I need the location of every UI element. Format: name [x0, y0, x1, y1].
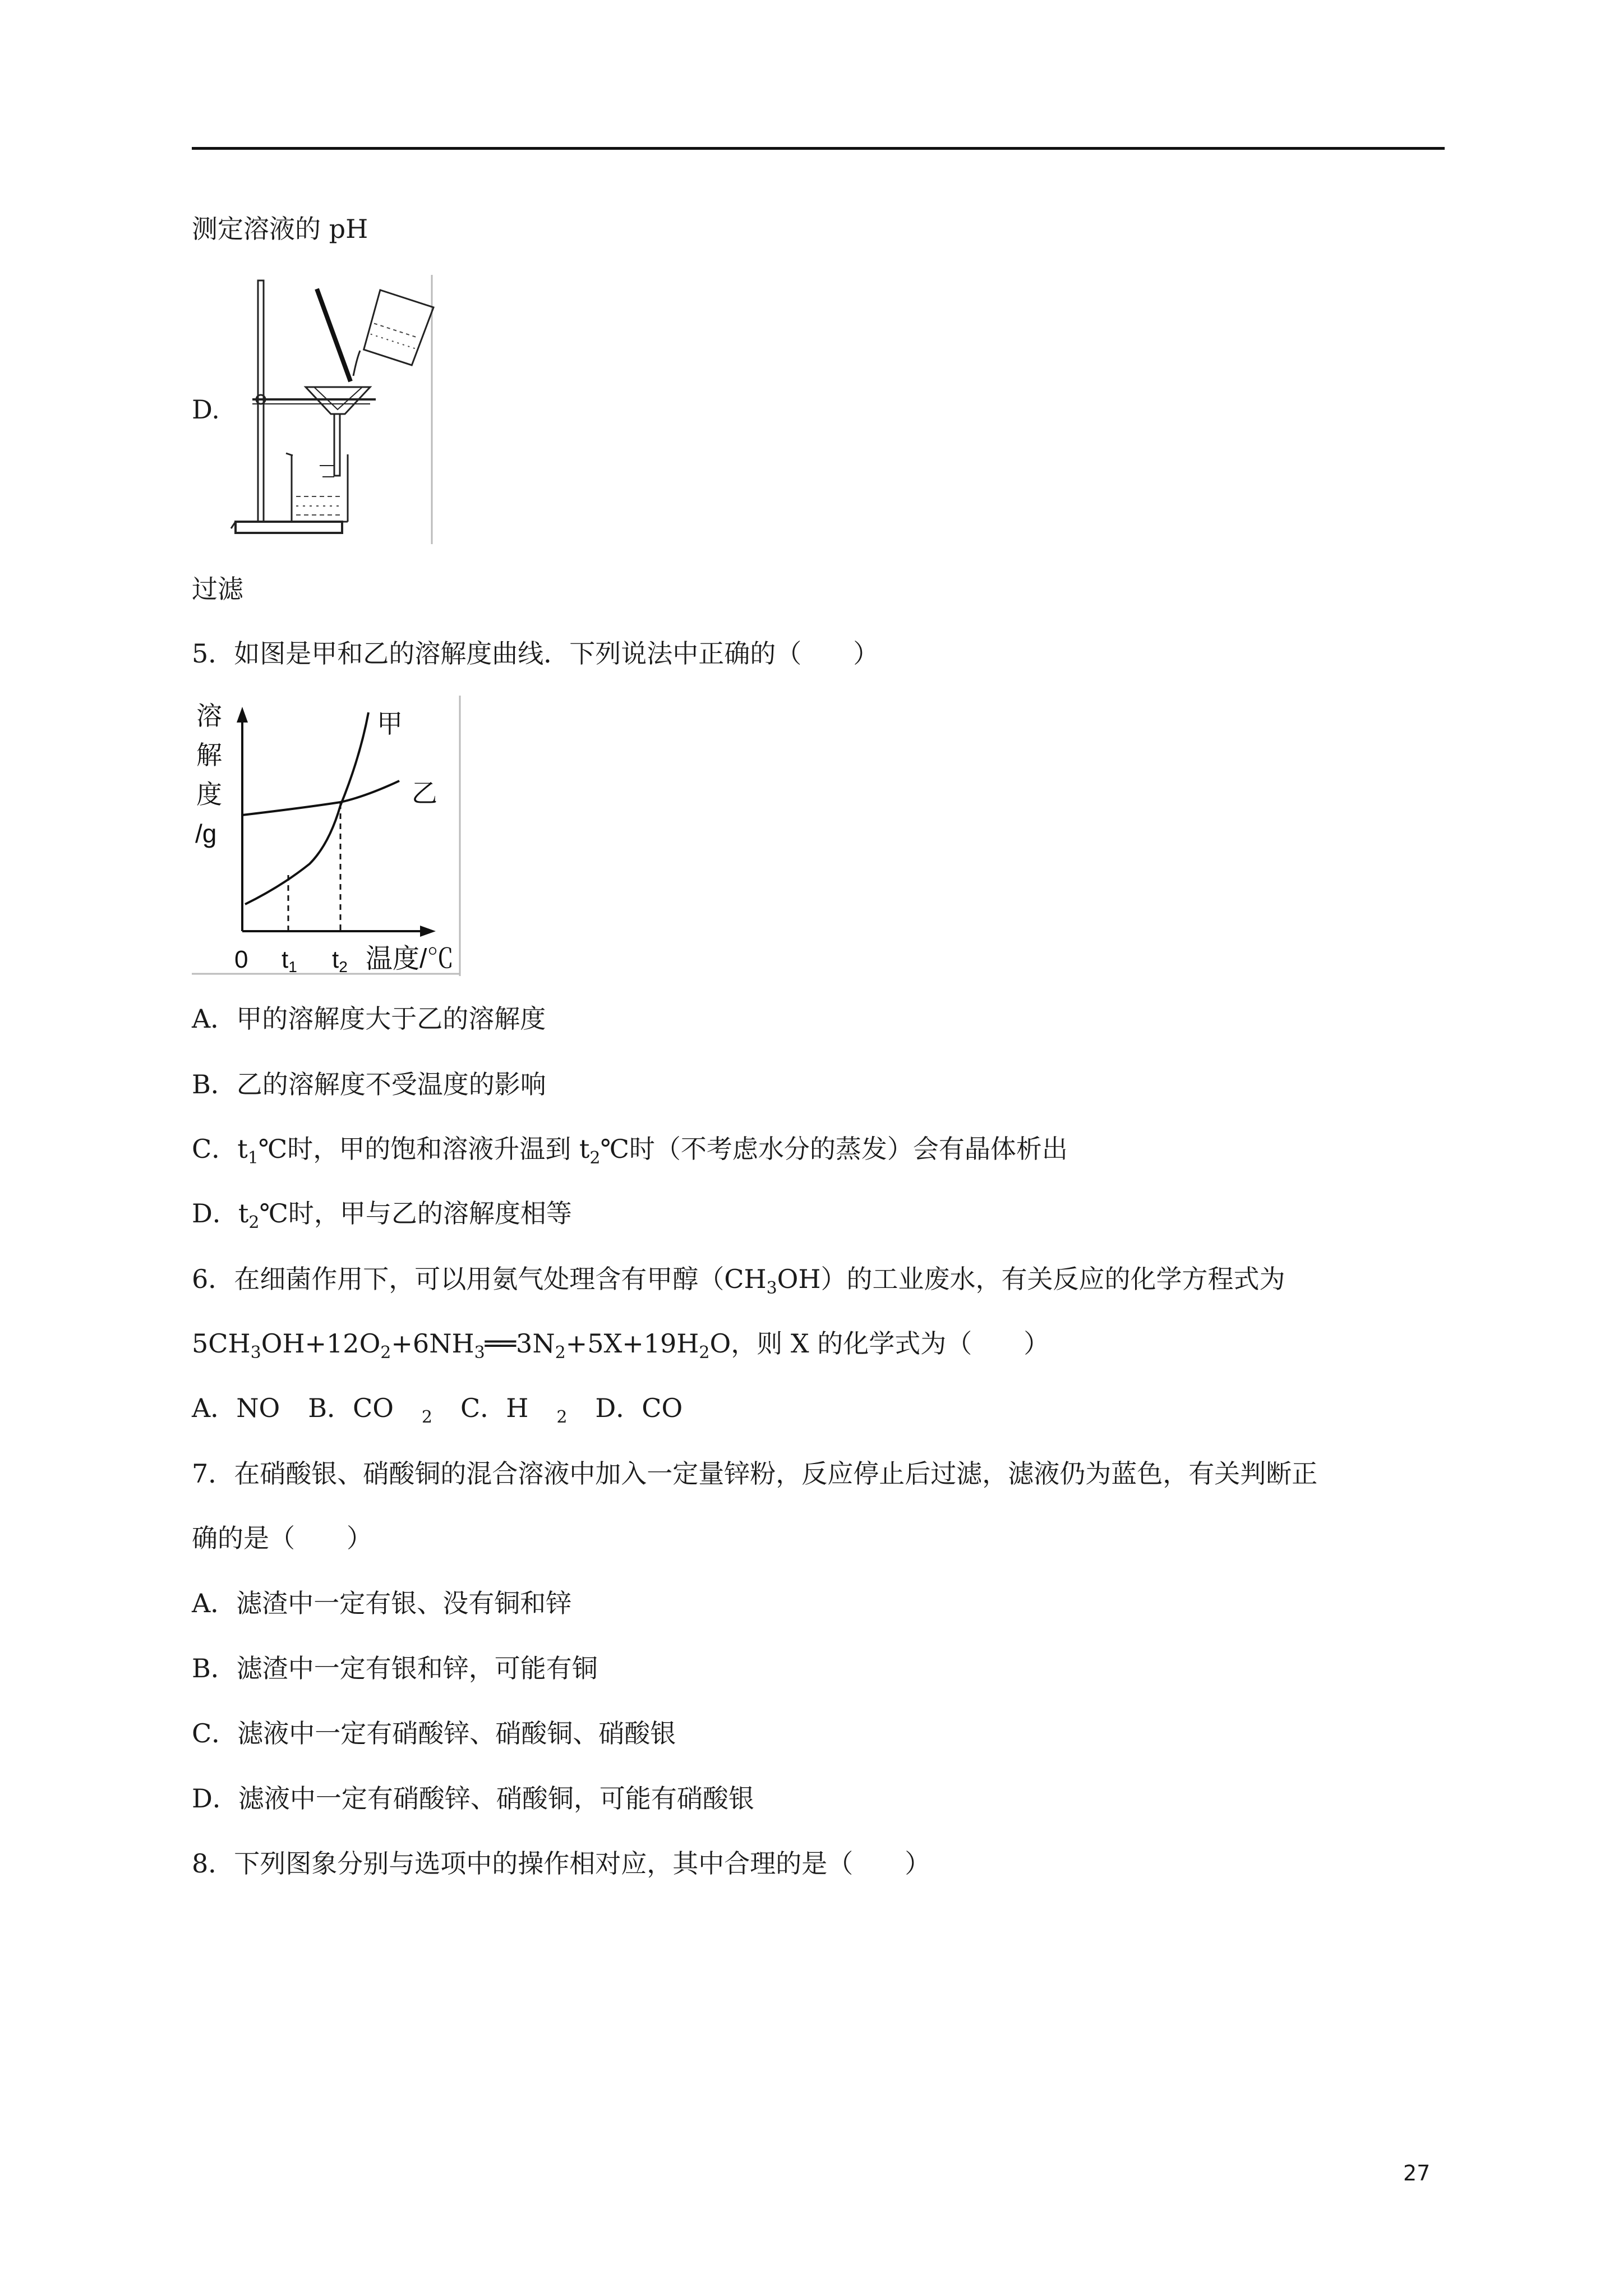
t2-label: t2 [332, 946, 348, 976]
prev-option-caption: 测定溶液的 pH [192, 214, 368, 244]
q5-stem: 5．如图是甲和乙的溶解度曲线．下列说法中正确的（ ） [192, 638, 879, 669]
curve-jia-label: 甲 [377, 709, 403, 738]
page-number: 27 [1403, 2161, 1431, 2185]
q7-option-b: B．滤渣中一定有银和锌，可能有铜 [192, 1653, 598, 1683]
filtration-apparatus-figure [230, 275, 437, 544]
q6-equation-line: $5CH_3OH+12O_2+6NH_3══3N_2+5X+19H_2O$，则 X 的化学式为（ ） [192, 1328, 1050, 1363]
y-axis-arrow [237, 707, 248, 723]
q7-stem-line1: 7．在硝酸银、硝酸铜的混合溶液中加入一定量锌粉，反应停止后过滤，滤液仍为蓝色，有关判断正 [192, 1458, 1318, 1489]
curve-jia [245, 712, 368, 904]
q7-option-a: A．滤渣中一定有银、没有铜和锌 [192, 1588, 572, 1618]
q7-option-c: C．滤液中一定有硝酸锌、硝酸铜、硝酸银 [192, 1718, 676, 1749]
x-axis-arrow [420, 926, 436, 937]
y-label-char-4: /g [195, 819, 217, 848]
curve-yi [242, 781, 399, 815]
header-rule [192, 147, 1445, 150]
y-label-char-3: 度 [196, 780, 222, 809]
q7-stem-line2: 确的是（ ） [192, 1523, 372, 1553]
q5-option-c: C．$t_1℃$时，甲的饱和溶液升温到 $t_2℃$时（不考虑水分的蒸发）会有晶体析出 [192, 1134, 1068, 1168]
q7-option-d: D．滤液中一定有硝酸锌、硝酸铜，可能有硝酸银 [192, 1783, 754, 1814]
curve-yi-label: 乙 [412, 779, 437, 808]
y-label-char-1: 溶 [196, 701, 222, 730]
q5-option-d: D．$t_2℃$时，甲与乙的溶解度相等 [192, 1198, 572, 1232]
q8-stem: 8．下列图象分别与选项中的操作相对应，其中合理的是（ ） [192, 1848, 931, 1879]
q6-option-d: D．CO [595, 1393, 683, 1423]
q6-option-a: A．NO [192, 1393, 280, 1423]
q6-stem-line1: 6．在细菌作用下，可以用氨气处理含有甲醇$(CH_3OH)$的工业废水，有关反应的化学方程式为 [192, 1264, 1285, 1298]
q6-options [192, 1391, 711, 1425]
t1-label: t1 [282, 946, 297, 976]
q6-option-b: B．CO $_2$ [308, 1393, 432, 1427]
origin-label: 0 [234, 946, 248, 973]
q6-option-c: C．H $_2$ [460, 1393, 568, 1427]
solubility-curve-figure [192, 696, 467, 976]
q5-option-b: B．乙的溶解度不受温度的影响 [192, 1069, 546, 1099]
option-d-caption: 过滤 [192, 574, 243, 604]
y-label-char-2: 解 [196, 740, 222, 770]
option-d-label: D. [192, 394, 220, 425]
x-axis-label: 温度/℃ [366, 944, 454, 974]
q5-option-a: A．甲的溶解度大于乙的溶解度 [192, 1004, 546, 1034]
